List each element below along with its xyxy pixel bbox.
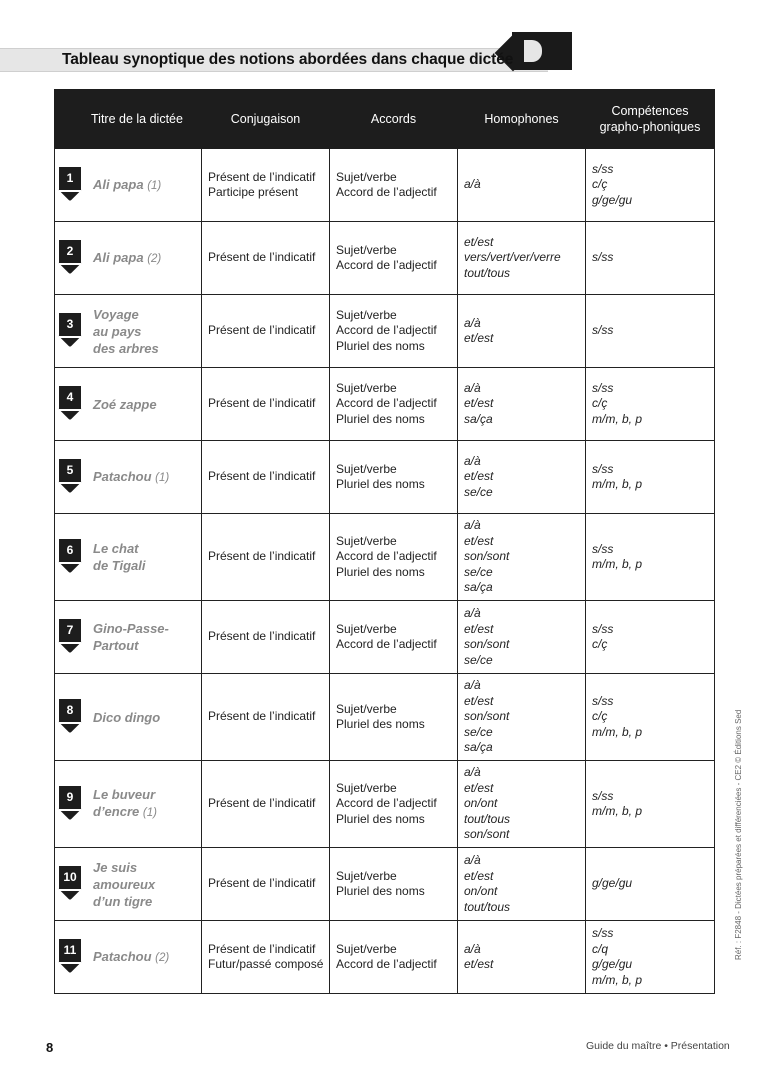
competences-cell	[586, 441, 715, 514]
accords-item: Accord de l’adjectif	[336, 258, 437, 272]
dictation-number-badge	[59, 866, 81, 902]
dictation-number-badge	[59, 459, 81, 495]
homophone-item: se/ce	[464, 724, 493, 739]
dictation-title-cell	[55, 222, 202, 295]
page-title: Tableau synoptique des notions abordées dans chaque dictée	[62, 51, 514, 68]
dictation-title-cell	[55, 149, 202, 222]
conjugaison-item: Présent de l’indicatif	[208, 941, 316, 956]
homophone-item: et/est	[464, 868, 494, 883]
homophone-item: son/sont	[464, 709, 510, 724]
homophones-cell	[458, 761, 586, 848]
competence-item: s/ss	[592, 250, 614, 265]
homophones-cell	[458, 514, 586, 601]
homophone-item: vers/vert/ver/verre	[464, 250, 561, 265]
column-header-competences	[586, 90, 715, 149]
page-number: 8	[46, 1040, 54, 1055]
accords-item: Sujet/verbe	[336, 868, 397, 883]
conjugaison-item: Présent de l’indicatif	[208, 469, 316, 484]
competences-cell	[586, 674, 715, 761]
homophone-item: et/est	[464, 780, 494, 795]
dictation-title-cell	[55, 514, 202, 601]
table-row	[55, 601, 715, 674]
conjugaison-cell	[202, 514, 330, 601]
dictation-number: 9	[59, 786, 81, 809]
dictation-part: (1)	[142, 807, 157, 819]
dictation-title-cell	[55, 674, 202, 761]
dictation-number: 10	[59, 866, 81, 889]
homophone-item: a/à	[464, 853, 481, 867]
dictation-number: 8	[59, 699, 81, 722]
accords-item: Accord de l’adjectif	[336, 396, 437, 411]
homophone-item: se/ce	[464, 484, 493, 499]
homophone-item: sa/ça	[464, 740, 493, 755]
competence-item: s/ss	[592, 541, 614, 556]
conjugaison-cell	[202, 601, 330, 674]
conjugaison-item: Présent de l’indicatif	[208, 709, 316, 724]
competences-cell	[586, 295, 715, 368]
homophones-cell	[458, 441, 586, 514]
accords-cell	[330, 222, 458, 295]
dictation-title: Ali papa	[93, 176, 144, 192]
homophone-item: se/ce	[464, 652, 493, 667]
competence-item: c/ç	[592, 709, 608, 724]
homophone-item: a/à	[464, 606, 481, 620]
competence-item: m/m, b, p	[592, 804, 643, 818]
dictation-number-badge	[59, 699, 81, 735]
header-tab	[512, 32, 572, 70]
dictation-number: 11	[59, 939, 81, 962]
competence-item: g/ge/gu	[592, 957, 633, 971]
accords-item: Sujet/verbe	[336, 169, 397, 184]
dictation-title: Patachou	[93, 948, 152, 964]
competence-item: m/m, b, p	[592, 972, 643, 987]
homophone-item: tout/tous	[464, 265, 511, 280]
homophone-item: tout/tous	[464, 899, 511, 914]
table-row	[55, 222, 715, 295]
competence-item: s/ss	[592, 380, 614, 395]
homophones-cell	[458, 222, 586, 295]
accords-item: Accord de l’adjectif	[336, 796, 437, 811]
homophone-item: a/à	[464, 453, 481, 468]
accords-cell	[330, 674, 458, 761]
dictation-title-cell	[55, 295, 202, 368]
conjugaison-item: Présent de l’indicatif	[208, 169, 316, 184]
dictation-number-badge	[59, 167, 81, 203]
homophone-item: on/ont	[464, 796, 498, 811]
accords-cell	[330, 149, 458, 222]
dictation-part: (1)	[155, 471, 170, 484]
homophones-cell	[458, 848, 586, 921]
homophone-item: a/à	[464, 765, 481, 780]
dictation-number-badge	[59, 386, 81, 422]
dictation-number-badge	[59, 240, 81, 276]
accords-cell	[330, 921, 458, 994]
accords-item: Pluriel des noms	[336, 717, 425, 731]
synoptic-table	[54, 89, 715, 994]
homophone-item: on/ont	[464, 884, 498, 898]
table-row	[55, 848, 715, 921]
competences-cell	[586, 601, 715, 674]
competence-item: s/ss	[592, 621, 614, 636]
dictation-part: (2)	[155, 951, 170, 964]
dictation-number-badge	[59, 619, 81, 655]
column-header-competences-line1: Compétences	[611, 104, 689, 118]
dictation-number: 4	[59, 386, 81, 409]
column-header-title: Titre de la dictée	[55, 90, 202, 149]
accords-item: Pluriel des noms	[336, 564, 425, 579]
competence-item: m/m, b, p	[592, 724, 643, 739]
conjugaison-cell	[202, 441, 330, 514]
accords-cell	[330, 441, 458, 514]
column-header-conjugaison: Conjugaison	[202, 90, 330, 149]
accords-item: Pluriel des noms	[336, 477, 425, 491]
accords-cell	[330, 295, 458, 368]
dictation-title-cell	[55, 441, 202, 514]
conjugaison-item: Présent de l’indicatif	[208, 796, 316, 811]
homophones-cell	[458, 921, 586, 994]
dictation-number: 7	[59, 619, 81, 642]
homophone-item: a/à	[464, 941, 481, 956]
conjugaison-cell	[202, 921, 330, 994]
conjugaison-item: Participe présent	[208, 185, 299, 199]
conjugaison-cell	[202, 222, 330, 295]
dictation-number-badge	[59, 313, 81, 349]
dictation-title: Gino-Passe- Partout	[93, 621, 169, 653]
footer-section-label: Guide du maître • Présentation	[586, 1040, 730, 1052]
conjugaison-cell	[202, 761, 330, 848]
conjugaison-item: Présent de l’indicatif	[208, 629, 316, 644]
homophone-item: et/est	[464, 469, 494, 484]
accords-item: Accord de l’adjectif	[336, 185, 437, 199]
dictation-title: Zoé zappe	[93, 396, 157, 412]
table-row	[55, 149, 715, 222]
dictation-title-cell	[55, 601, 202, 674]
competence-item: s/ss	[592, 926, 614, 940]
table-row	[55, 368, 715, 441]
homophone-item: et/est	[464, 234, 494, 249]
conjugaison-cell	[202, 674, 330, 761]
table-header-row	[55, 90, 715, 149]
competence-item: s/ss	[592, 788, 614, 803]
dictation-number-badge	[59, 939, 81, 975]
competences-cell	[586, 149, 715, 222]
homophone-item: son/sont	[464, 637, 510, 651]
homophone-item: et/est	[464, 621, 494, 636]
homophone-item: a/à	[464, 380, 481, 395]
accords-cell	[330, 761, 458, 848]
conjugaison-item: Présent de l’indicatif	[208, 250, 316, 265]
dictation-number: 3	[59, 313, 81, 336]
competence-item: m/m, b, p	[592, 557, 643, 571]
dictation-title: Voyage au pays des arbres	[93, 306, 159, 356]
homophone-item: a/à	[464, 177, 481, 192]
accords-item: Sujet/verbe	[336, 941, 397, 956]
table-row	[55, 921, 715, 994]
accords-item: Sujet/verbe	[336, 701, 397, 716]
conjugaison-cell	[202, 368, 330, 441]
competence-item: c/ç	[592, 637, 608, 651]
competence-item: c/q	[592, 941, 609, 956]
conjugaison-item: Présent de l’indicatif	[208, 549, 316, 564]
side-reference: Réf. : F2848 - Dictées préparées et différenciées - CE2 © Éditions Sed	[734, 709, 743, 960]
accords-item: Accord de l’adjectif	[336, 637, 437, 651]
dictation-title-cell	[55, 761, 202, 848]
column-header-competences-line2: grapho-phoniques	[599, 120, 701, 134]
table-row	[55, 514, 715, 601]
competence-item: g/ge/gu	[592, 192, 633, 207]
homophone-item: se/ce	[464, 564, 493, 579]
competence-item: s/ss	[592, 323, 614, 338]
dictation-title: Le buveur d’encre	[93, 787, 156, 819]
competence-item: s/ss	[592, 461, 614, 476]
accords-item: Sujet/verbe	[336, 461, 397, 476]
accords-cell	[330, 368, 458, 441]
competence-item: s/ss	[592, 161, 614, 176]
column-header-homophones: Homophones	[458, 90, 586, 149]
competences-cell	[586, 761, 715, 848]
heart-icon	[524, 40, 542, 62]
accords-cell	[330, 514, 458, 601]
accords-item: Pluriel des noms	[336, 811, 425, 826]
accords-item: Sujet/verbe	[336, 533, 397, 548]
competence-item: m/m, b, p	[592, 477, 643, 491]
conjugaison-item: Présent de l’indicatif	[208, 876, 316, 891]
table-row	[55, 761, 715, 848]
competences-cell	[586, 368, 715, 441]
conjugaison-cell	[202, 149, 330, 222]
dictation-title: Je suis amoureux d’un tigre	[93, 859, 156, 909]
homophones-cell	[458, 295, 586, 368]
competences-cell	[586, 514, 715, 601]
accords-item: Sujet/verbe	[336, 780, 397, 795]
homophone-item: sa/ça	[464, 411, 493, 426]
homophone-item: et/est	[464, 693, 494, 708]
competences-cell	[586, 921, 715, 994]
competence-item: s/ss	[592, 693, 614, 708]
conjugaison-item: Futur/passé composé	[208, 957, 324, 971]
table-row	[55, 295, 715, 368]
dictation-title-cell	[55, 368, 202, 441]
accords-item: Pluriel des noms	[336, 411, 425, 426]
homophone-item: a/à	[464, 678, 481, 693]
competence-item: c/ç	[592, 177, 608, 192]
homophone-item: et/est	[464, 396, 494, 411]
homophones-cell	[458, 601, 586, 674]
dictation-title: Ali papa	[93, 249, 144, 265]
accords-item: Sujet/verbe	[336, 242, 397, 257]
conjugaison-item: Présent de l’indicatif	[208, 396, 316, 411]
table-row	[55, 674, 715, 761]
dictation-number: 6	[59, 539, 81, 562]
competence-item: m/m, b, p	[592, 411, 643, 426]
accords-item: Pluriel des noms	[336, 338, 425, 353]
column-header-accords: Accords	[330, 90, 458, 149]
homophone-item: son/sont	[464, 549, 510, 564]
dictation-part: (2)	[147, 252, 162, 265]
accords-item: Accord de l’adjectif	[336, 549, 437, 564]
dictation-part: (1)	[147, 179, 162, 192]
accords-item: Sujet/verbe	[336, 307, 397, 322]
accords-item: Pluriel des noms	[336, 884, 425, 898]
dictation-number: 1	[59, 167, 81, 190]
dictation-title-cell	[55, 921, 202, 994]
conjugaison-cell	[202, 295, 330, 368]
homophone-item: sa/ça	[464, 580, 493, 595]
table-row	[55, 441, 715, 514]
accords-item: Sujet/verbe	[336, 621, 397, 636]
homophone-item: tout/tous	[464, 811, 511, 826]
dictation-title: Patachou	[93, 468, 152, 484]
homophones-cell	[458, 368, 586, 441]
dictation-title: Dico dingo	[93, 709, 161, 725]
homophone-item: et/est	[464, 331, 494, 345]
homophone-item: son/sont	[464, 827, 510, 842]
accords-cell	[330, 601, 458, 674]
homophone-item: a/à	[464, 518, 481, 533]
competences-cell	[586, 848, 715, 921]
dictation-number: 5	[59, 459, 81, 482]
accords-item: Accord de l’adjectif	[336, 323, 437, 338]
conjugaison-cell	[202, 848, 330, 921]
homophone-item: et/est	[464, 957, 494, 971]
homophones-cell	[458, 149, 586, 222]
homophone-item: et/est	[464, 533, 494, 548]
accords-cell	[330, 848, 458, 921]
accords-item: Sujet/verbe	[336, 380, 397, 395]
accords-item: Accord de l’adjectif	[336, 957, 437, 971]
dictation-number-badge	[59, 539, 81, 575]
conjugaison-item: Présent de l’indicatif	[208, 323, 316, 338]
homophone-item: a/à	[464, 315, 481, 330]
homophones-cell	[458, 674, 586, 761]
competences-cell	[586, 222, 715, 295]
competence-item: g/ge/gu	[592, 876, 633, 891]
competence-item: c/ç	[592, 396, 608, 411]
dictation-number-badge	[59, 786, 81, 822]
dictation-title-cell	[55, 848, 202, 921]
dictation-number: 2	[59, 240, 81, 263]
dictation-title: Le chat de Tigali	[93, 541, 146, 573]
